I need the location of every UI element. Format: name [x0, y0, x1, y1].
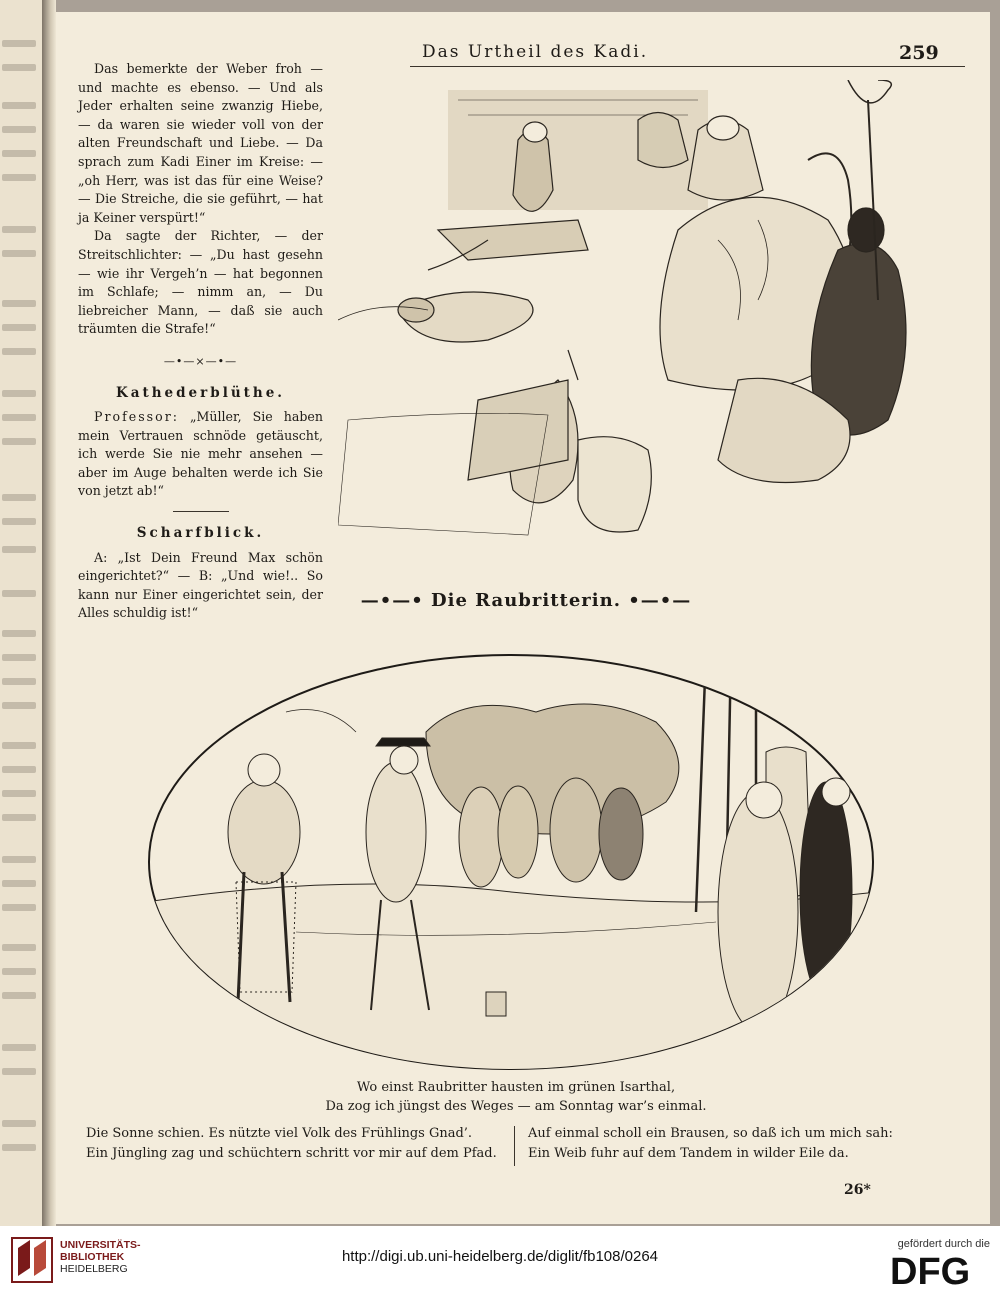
verse-divider [514, 1126, 515, 1166]
verse-left [86, 1124, 501, 1164]
kadi-court-illustration [338, 80, 932, 546]
paragraph-kadi-1: Das bemerkte der Weber froh — und machte es ebenso. — Und als Jeder erhalten seine zwanzig Hiebe, — da waren sie wieder voll von der alten Freundschaft und Liebe. — Da sprach zum Kadi Einer im Kreise: — „oh Herr, was ist das für eine Weise? — Die Streiche, die sie geführt, — hat ja Keiner verspürt!“ [78, 61, 323, 225]
permalink-url[interactable]: http://digi.ub.uni-heidelberg.de/diglit/fb108/0264 [341, 1248, 659, 1265]
ornament-right: •—•— [628, 590, 692, 611]
header-rule [410, 66, 965, 67]
paragraph-kadi-2: Da sagte der Richter, — der Streitschlichter: — „Du hast gesehn — wie ihr Vergeh’n — hat begonnen im Schlafe; — nimm an, — Du liebreicher Mann, — daß sie auch träumten die Strafe!“ [78, 228, 323, 337]
viewer-footer [0, 1226, 1000, 1294]
verse-right [528, 1124, 928, 1164]
poem-title [336, 590, 716, 611]
poem-caption [236, 1078, 796, 1116]
signature-mark: 26* [844, 1182, 871, 1198]
dfg-logo-icon[interactable] [888, 1250, 988, 1288]
heading-scharfblick: Scharfblick. [136, 525, 265, 542]
short-rule [173, 511, 229, 512]
katheder-text: „Müller, Sie haben mein Vertrauen schnöde getäuscht, ich werde Sie nie mehr ansehen — aber im Auge behalten werde ich Sie von jetzt ab!“ [78, 409, 323, 499]
previous-page-edge [0, 0, 43, 1226]
page-sheet [56, 12, 990, 1224]
poem-verses [86, 1124, 926, 1168]
caption-line-2: Da zog ich jüngst des Weges — am Sonntag war’s einmal. [325, 1099, 707, 1114]
left-text-column [78, 60, 323, 623]
verse-right-line-2: Ein Weib fuhr auf dem Tandem in wilder Eile da. [528, 1146, 849, 1161]
library-line-1: UNIVERSITÄTS- [60, 1239, 141, 1251]
verse-right-line-1: Auf einmal scholl ein Brausen, so daß ich um mich sah: [528, 1126, 893, 1141]
page-number: 259 [899, 42, 939, 64]
paragraph-katheder [78, 408, 323, 501]
raubritterin-oval-illustration [146, 652, 876, 1072]
running-title: Das Urtheil des Kadi. [422, 42, 649, 62]
ub-heidelberg-logo-icon[interactable] [10, 1234, 56, 1286]
speaker-label: Professor: [94, 409, 179, 425]
ornament-left: —•—• [360, 590, 424, 611]
verse-left-line-2: Ein Jüngling zag und schüchtern schritt vor mir auf dem Pfad. [86, 1146, 497, 1161]
library-name[interactable] [60, 1239, 141, 1275]
book-gutter [42, 0, 56, 1226]
poem-title-text: Die Raubritterin. [431, 590, 621, 611]
library-line-3: HEIDELBERG [60, 1263, 128, 1275]
library-line-2: BIBLIOTHEK [60, 1251, 125, 1263]
caption-line-1: Wo einst Raubritter hausten im grünen Isarthal, [356, 1080, 676, 1095]
ornament-separator: —•—×—•— [163, 354, 238, 368]
dfg-logo-text: DFG [890, 1251, 971, 1288]
verse-left-line-1: Die Sonne schien. Es nützte viel Volk des Frühlings Gnad’. [86, 1126, 473, 1141]
funded-by-label: gefördert durch die [897, 1238, 990, 1250]
heading-kathederbluethe: Kathederblüthe. [116, 384, 285, 401]
paragraph-scharfblick: A: „Ist Dein Freund Max schön eingerichtet?“ — B: „Und wie!.. So kann nur Einer eingerichtet sein, der Alles schuldig ist!“ [78, 549, 323, 621]
